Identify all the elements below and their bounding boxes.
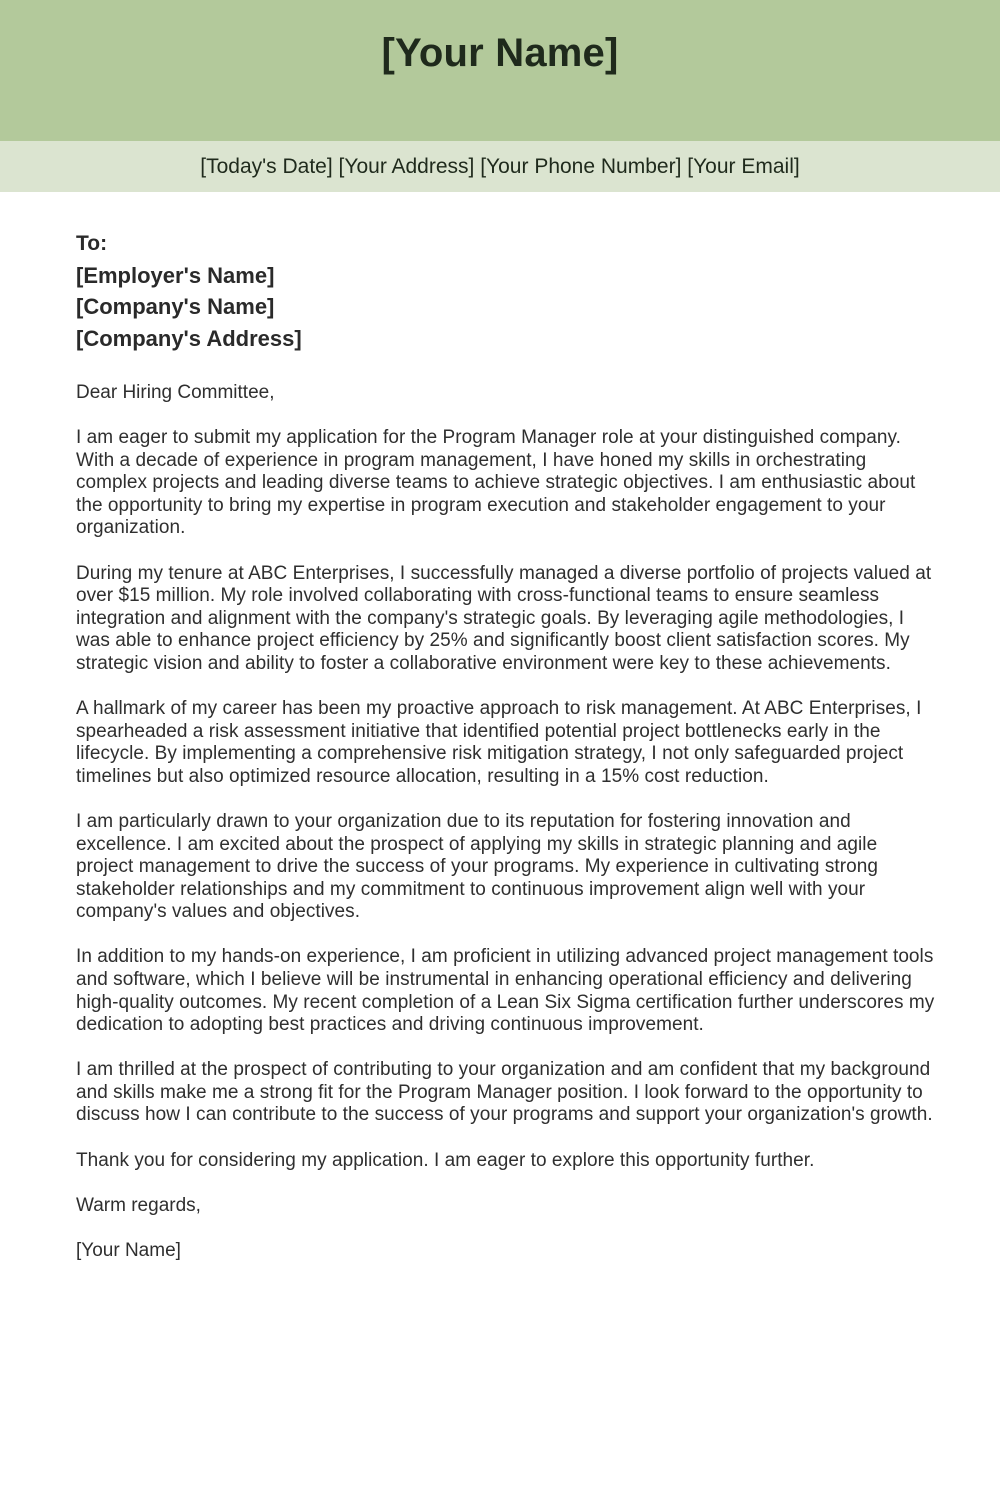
contact-line xyxy=(200,155,799,179)
recipient-block xyxy=(76,228,936,354)
contact-address: [Your Address] xyxy=(338,154,475,178)
paragraph-fit: I am thrilled at the prospect of contributing to your organization and am confident that my background and skills make me a strong fit for the Program Manager position. I look forward to the opportunity to discuss how I can contribute to the success of your programs and support your organization's growth. xyxy=(76,1059,933,1126)
contact-date: [Today's Date] xyxy=(200,154,333,178)
paragraph-thanks: Thank you for considering my application. I am eager to explore this opportunity further. xyxy=(76,1149,815,1171)
company-name: [Company's Name] xyxy=(76,294,275,319)
paragraph-risk-management: A hallmark of my career has been my proactive approach to risk management. At ABC Enterprises, I spearheaded a risk assessment initiative that identified potential project bottlenecks early in the lifecycle. By implementing a comprehensive risk mitigation strategy, I not only safeguarded project timelines but also optimized resource allocation, resulting in a 15% cost reduction. xyxy=(76,698,922,787)
to-label: To: xyxy=(76,232,108,255)
salutation: Dear Hiring Committee, xyxy=(76,382,275,403)
header-band xyxy=(0,0,1000,141)
paragraph-intro: I am eager to submit my application for the Program Manager role at your distinguished company. With a decade of experience in program management, I have honed my skills in orchestrating complex projects and leading diverse teams to achieve strategic objectives. I am enthusiastic about the opportunity to bring my expertise in program execution and stakeholder engagement to your organization. xyxy=(76,427,916,539)
closing: Warm regards, xyxy=(76,1194,201,1216)
letter-body xyxy=(76,228,936,1285)
contact-phone: [Your Phone Number] xyxy=(480,154,682,178)
contact-band xyxy=(0,141,1000,192)
applicant-name-heading: [Your Name] xyxy=(381,30,619,75)
contact-email: [Your Email] xyxy=(687,154,800,178)
company-address: [Company's Address] xyxy=(76,325,302,351)
paragraph-motivation: I am particularly drawn to your organization due to its reputation for fostering innovation and excellence. I am excited about the prospect of applying my skills in strategic planning and agile project management to drive the success of your programs. My experience in cultivating strong stakeholder relationships and my commitment to continuous improvement align well with your company's values and objectives. xyxy=(76,810,878,923)
signature: [Your Name] xyxy=(76,1239,181,1261)
employer-name: [Employer's Name] xyxy=(76,262,275,288)
paragraph-skills: In addition to my hands-on experience, I am proficient in utilizing advanced project management tools and software, which I believe will be instrumental in enhancing operational efficiency and delivering high-quality outcomes. My recent completion of a Lean Six Sigma certification further underscores my dedication to adopting best practices and driving continuous improvement. xyxy=(76,946,935,1036)
paragraph-experience: During my tenure at ABC Enterprises, I successfully managed a diverse portfolio of projects valued at over $15 million. My role involved collaborating with cross-functional teams to ensure seamless integration and alignment with the company's strategic goals. By leveraging agile methodologies, I was able to enhance project efficiency by 25% and significantly boost client satisfaction scores. My strategic vision and ability to foster a collaborative environment were key to these achievements. xyxy=(76,562,932,674)
